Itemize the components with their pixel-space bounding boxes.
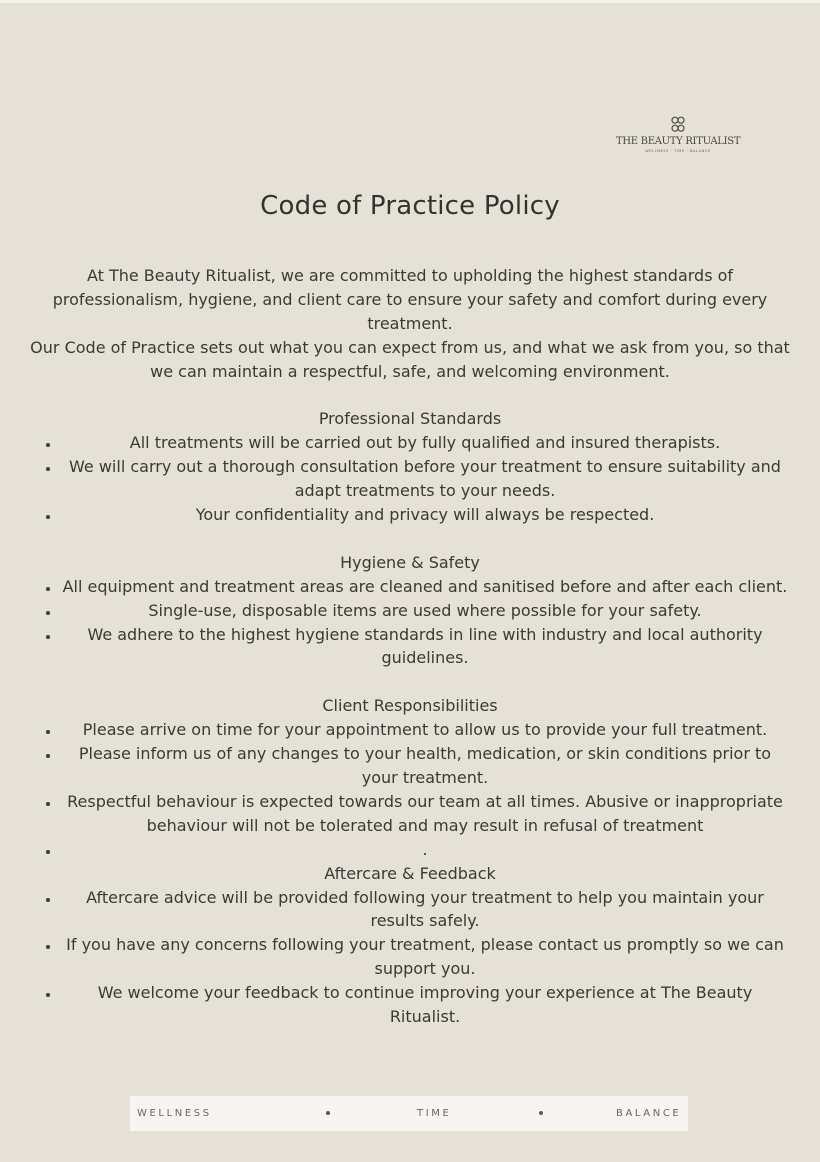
footer-time: TIME [417,1108,452,1119]
page-title: Code of Practice Policy [260,191,560,221]
spacer [30,527,790,551]
spacer [30,384,790,408]
intro-paragraph: Our Code of Practice sets out what you can expect from us, and what we ask from you, so that we can maintain a respectful, safe, and welcoming environment. [30,337,790,381]
footer-wellness: WELLNESS [137,1108,212,1119]
professional-standards-list [30,431,790,527]
list-item: • If you have any concerns following your treatment, please contact us promptly so we can support you. [60,933,790,981]
list-item: • We welcome your feedback to continue improving your experience at The Beauty Ritualist. [60,981,790,1029]
section-title-aftercare-feedback: Aftercare & Feedback [324,863,496,883]
logo-tagline: WELLNESS · TIME · BALANCE [645,149,711,153]
section-title-client-responsibilities: Client Responsibilities [322,696,498,716]
page-top-edge [0,0,820,3]
footer-dot [539,1111,543,1115]
logo-brand-name: THE BEAUTY RITUALIST [616,136,741,147]
list-item: • All treatments will be carried out by fully qualified and insured therapists. [60,431,790,455]
policy-body [30,264,790,1029]
hygiene-safety-list [30,575,790,671]
spacer [30,670,790,694]
list-item: • Aftercare advice will be provided following your treatment to help you maintain your results safely. [60,886,790,934]
footer-band [130,1096,688,1131]
section-title-hygiene-safety: Hygiene & Safety [340,552,480,572]
footer-balance: BALANCE [616,1108,682,1119]
brand-logo [616,116,740,154]
list-item: • All equipment and treatment areas are cleaned and sanitised before and after each client. [60,575,790,599]
list-item: • Single-use, disposable items are used where possible for your safety. [60,599,790,623]
list-item: • Respectful behaviour is expected towards our team at all times. Abusive or inappropriate behaviour will not be tolerated and may result in refusal of treatment [60,790,790,838]
client-responsibilities-list [30,718,790,861]
section-title-professional-standards: Professional Standards [318,409,502,429]
list-item: • Please arrive on time for your appointment to allow us to provide your full treatment. [60,718,790,742]
logo-monogram-icon [670,116,686,133]
intro-paragraph: At The Beauty Ritualist, we are committed to upholding the highest standards of professionalism, hygiene, and client care to ensure your safety and comfort during every treatment. [52,266,768,333]
footer-dot [326,1111,330,1115]
list-item: • We adhere to the highest hygiene standards in line with industry and local authority guidelines. [60,623,790,671]
list-item: • Please inform us of any changes to your health, medication, or skin conditions prior to your treatment. [60,742,790,790]
aftercare-feedback-list [30,886,790,1029]
list-item: • We will carry out a thorough consultation before your treatment to ensure suitability and adapt treatments to your needs. [60,455,790,503]
list-item: • Your confidentiality and privacy will always be respected. [60,503,790,527]
list-item: • . [60,838,790,862]
